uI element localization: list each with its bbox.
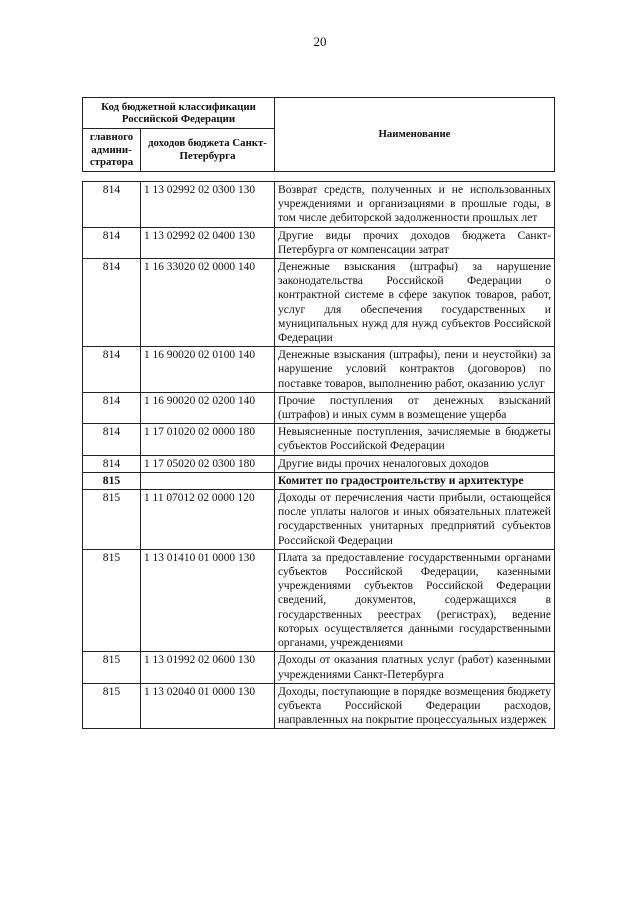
income-code-cell: 1 13 01410 01 0000 130 — [141, 549, 275, 651]
admin-code-cell: 814 — [83, 392, 141, 423]
name-cell: Невыясненные поступления, зачисляемые в бюджеты субъектов Российской Федерации — [275, 424, 555, 455]
income-code-cell: 1 11 07012 02 0000 120 — [141, 490, 275, 550]
admin-code-cell: 814 — [83, 227, 141, 258]
table-row — [83, 259, 555, 347]
table-row — [83, 472, 555, 489]
name-cell: Доходы, поступающие в порядке возмещения бюджету субъекта Российской Федерации расходов, направленных на покрытие процессуальных издержек — [275, 683, 555, 729]
header-group-title: Код бюджетной классификации Российской Федерации — [83, 98, 275, 129]
table-row — [83, 652, 555, 683]
income-code-cell: 1 13 02992 02 0300 130 — [141, 182, 275, 228]
page-number: 20 — [313, 34, 327, 49]
income-code-cell — [141, 472, 275, 489]
name-cell: Денежные взыскания (штрафы), пени и неустойки) за нарушение условий контрактов (договоров) по поставке товаров, выполнению работ, оказанию услуг — [275, 347, 555, 393]
income-code-cell: 1 13 01992 02 0600 130 — [141, 652, 275, 683]
header-income: доходов бюджета Санкт-Петербурга — [141, 129, 275, 172]
income-code-cell: 1 17 01020 02 0000 180 — [141, 424, 275, 455]
admin-code-cell: 815 — [83, 549, 141, 651]
admin-code-cell: 814 — [83, 424, 141, 455]
income-code-cell: 1 13 02992 02 0400 130 — [141, 227, 275, 258]
header-admin: главного админи-стратора — [83, 129, 141, 172]
income-code-cell: 1 16 90020 02 0100 140 — [141, 347, 275, 393]
admin-code-cell: 815 — [83, 683, 141, 729]
table-body — [83, 182, 555, 729]
income-code-cell: 1 16 33020 02 0000 140 — [141, 259, 275, 347]
name-cell: Доходы от оказания платных услуг (работ) казенными учреждениями Санкт-Петербурга — [275, 652, 555, 683]
admin-code-cell: 815 — [83, 652, 141, 683]
table-header — [82, 97, 555, 172]
table-row — [83, 424, 555, 455]
table-row — [83, 490, 555, 550]
table-row — [83, 683, 555, 729]
name-cell: Прочие поступления от денежных взысканий (штрафов) и иных сумм в возмещение ущерба — [275, 392, 555, 423]
admin-code-cell: 815 — [83, 490, 141, 550]
name-cell: Другие виды прочих неналоговых доходов — [275, 455, 555, 472]
admin-code-cell: 814 — [83, 347, 141, 393]
admin-code-cell: 814 — [83, 259, 141, 347]
admin-code-cell: 814 — [83, 455, 141, 472]
name-cell: Доходы от перечисления части прибыли, остающейся после уплаты налогов и иных обязательных платежей государственных унитарных предприятий субъектов Российской Федерации — [275, 490, 555, 550]
name-cell: Возврат средств, полученных и не использованных учреждениями и организациями в прошлые годы, в том числе дебиторской задолженности прошлых лет — [275, 182, 555, 228]
admin-code-cell: 814 — [83, 182, 141, 228]
table-row — [83, 347, 555, 393]
table-row — [83, 182, 555, 228]
header-name: Наименование — [275, 98, 555, 172]
income-code-cell: 1 17 05020 02 0300 180 — [141, 455, 275, 472]
budget-table — [82, 181, 555, 729]
table-row — [83, 549, 555, 651]
name-cell: Денежные взыскания (штрафы) за нарушение законодательства Российской Федерации о контрактной системе в сфере закупок товаров, работ, услуг для обеспечения государственных и муниципальных нужд для нужд субъектов Российской Федерации — [275, 259, 555, 347]
admin-code-cell: 815 — [83, 472, 141, 489]
table-row — [83, 455, 555, 472]
name-cell: Комитет по градостроительству и архитектуре — [275, 472, 555, 489]
income-code-cell: 1 13 02040 01 0000 130 — [141, 683, 275, 729]
name-cell: Плата за предоставление государственными органами субъектов Российской Федерации, казенными учреждениями субъектов Российской Федерации сведений, документов, содержащихся в государственных реестрах (регистрах), ведение которых осуществляется данными государственными органами, учреждениями — [275, 549, 555, 651]
table-row — [83, 392, 555, 423]
name-cell: Другие виды прочих доходов бюджета Санкт-Петербурга от компенсации затрат — [275, 227, 555, 258]
income-code-cell: 1 16 90020 02 0200 140 — [141, 392, 275, 423]
table-row — [83, 227, 555, 258]
